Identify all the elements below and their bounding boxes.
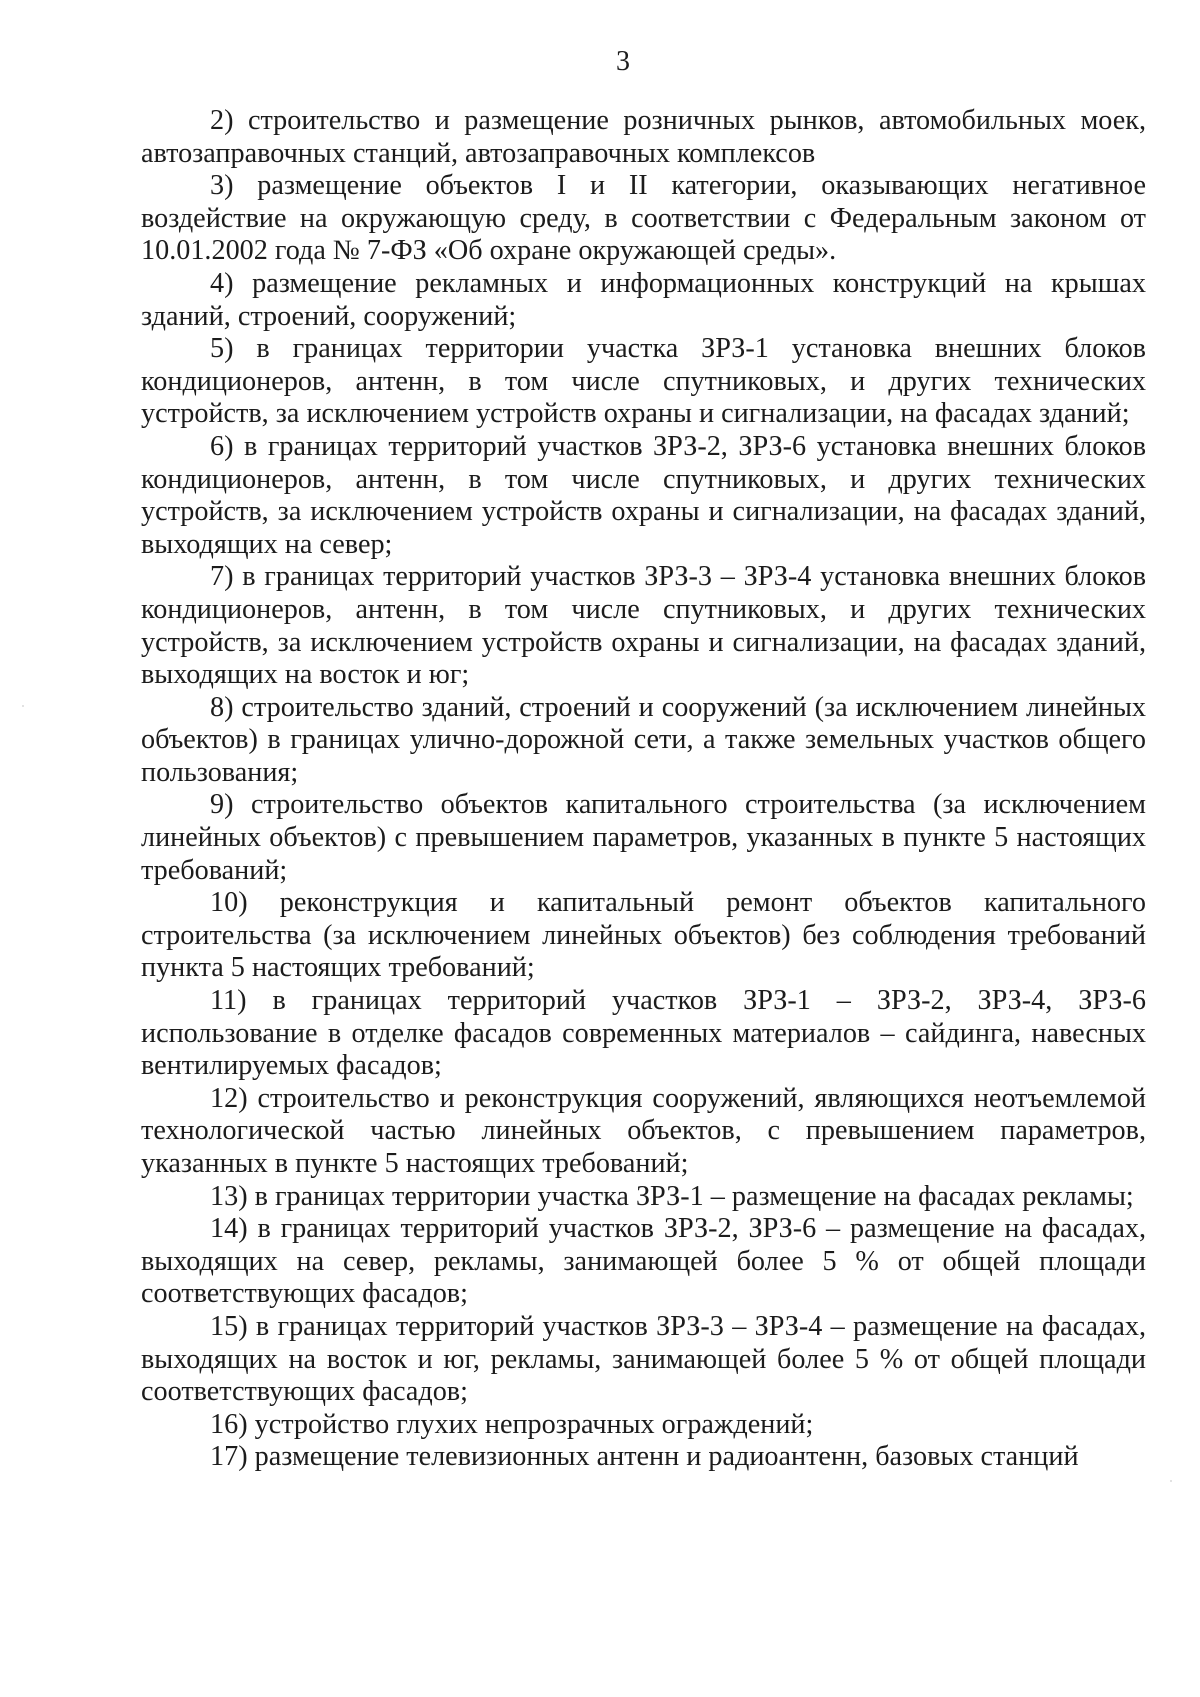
item-text: в границах территорий участков ЗРЗ-1 – ЗРЗ-2, ЗРЗ-4, ЗРЗ-6 использование в отделке фасадов современных материалов – сайдинга, навесных вентилируемых фасадов; [141, 985, 1146, 1082]
list-item [141, 692, 1146, 790]
list-item [141, 333, 1146, 431]
list-item [141, 1083, 1146, 1181]
list-item [141, 789, 1146, 887]
item-text: строительство зданий, строений и сооружений (за исключением линейных объектов) в границах улично-дорожной сети, а также земельных участков общего пользования; [141, 691, 1147, 788]
item-number: 14) [210, 1213, 248, 1245]
item-text: строительство объектов капитального строительства (за исключением линейных объектов) с превышением параметров, указанных в пункте 5 настоящих требований; [141, 789, 1146, 886]
list-item [141, 985, 1146, 1083]
item-text: в границах территорий участков ЗРЗ-2, ЗРЗ-6 установка внешних блоков кондиционеров, антенн, в том числе спутниковых, и других технических устройств, за исключением устройств охраны и сигнализации, на фасадах зданий, выходящих на север; [141, 430, 1147, 560]
item-number: 6) [210, 430, 234, 462]
item-text: в границах территорий участков ЗРЗ-3 – ЗРЗ-4 установка внешних блоков кондиционеров, антенн, в том числе спутниковых, и других технических устройств, за исключением устройств охраны и сигнализации, на фасадах зданий, выходящих на восток и юг; [141, 561, 1147, 691]
item-number: 9) [210, 789, 234, 821]
item-text: размещение объектов I и II категории, оказывающих негативное воздействие на окружающую среду, в соответствии с Федеральным законом от 10.01.2002 года № 7-ФЗ «Об охране окружающей среды». [141, 170, 1147, 267]
item-text: строительство и реконструкция сооружений, являющихся неотъемлемой технологической частью линейных объектов, с превышением параметров, указанных в пункте 5 настоящих требований; [141, 1082, 1147, 1179]
item-text: в границах территории участка ЗРЗ-1 – размещение на фасадах рекламы; [254, 1180, 1134, 1212]
item-number: 3) [210, 170, 234, 202]
scan-speck [22, 705, 24, 707]
item-number: 4) [210, 267, 234, 299]
list-item [141, 1441, 1146, 1474]
item-number: 7) [210, 561, 234, 593]
item-number: 2) [210, 105, 234, 136]
item-text: в границах территорий участков ЗРЗ-2, ЗРЗ-6 – размещение на фасадах, выходящих на север, рекламы, занимающей более 5 % от общей площади соответствующих фасадов; [141, 1213, 1147, 1310]
item-text: устройство глухих непрозрачных ограждений; [254, 1408, 814, 1440]
list-item [141, 170, 1146, 268]
item-number: 5) [210, 333, 234, 365]
list-item [141, 268, 1146, 333]
item-number: 8) [210, 691, 234, 723]
item-number: 13) [210, 1180, 248, 1212]
item-text: в границах территорий участков ЗРЗ-3 – ЗРЗ-4 – размещение на фасадах, выходящих на восток и юг, рекламы, занимающей более 5 % от общей площади соответствующих фасадов; [141, 1310, 1146, 1408]
list-item [141, 1213, 1146, 1311]
list-item [141, 1311, 1146, 1409]
item-number: 16) [210, 1408, 248, 1440]
list-item [141, 887, 1146, 985]
list-item [141, 105, 1146, 170]
item-number: 17) [210, 1441, 248, 1473]
item-text: размещение рекламных и информационных конструкций на крышах зданий, строений, сооружений; [141, 267, 1147, 332]
item-number: 11) [210, 985, 247, 1017]
document-body [141, 105, 1146, 1474]
page-number: 3 [616, 46, 630, 77]
item-text: реконструкция и капитальный ремонт объектов капитального строительства (за исключением линейных объектов) без соблюдения требований пункта 5 настоящих требований; [141, 887, 1147, 984]
list-item [141, 1409, 1146, 1442]
item-text: строительство и размещение розничных рынков, автомобильных моек, автозаправочных станций, автозаправочных комплексов [141, 105, 1146, 169]
list-item [141, 431, 1146, 561]
item-number: 10) [210, 887, 248, 919]
item-text: в границах территории участка ЗРЗ-1 установка внешних блоков кондиционеров, антенн, в том числе спутниковых, и других технических устройств, за исключением устройств охраны и сигнализации, на фасадах зданий; [141, 333, 1146, 430]
item-text: размещение телевизионных антенн и радиоантенн, базовых станций [254, 1441, 1079, 1473]
list-item [141, 1181, 1146, 1214]
scan-speck [1170, 1480, 1172, 1482]
item-number: 15) [210, 1310, 248, 1342]
list-item [141, 561, 1146, 691]
item-number: 12) [210, 1082, 248, 1114]
